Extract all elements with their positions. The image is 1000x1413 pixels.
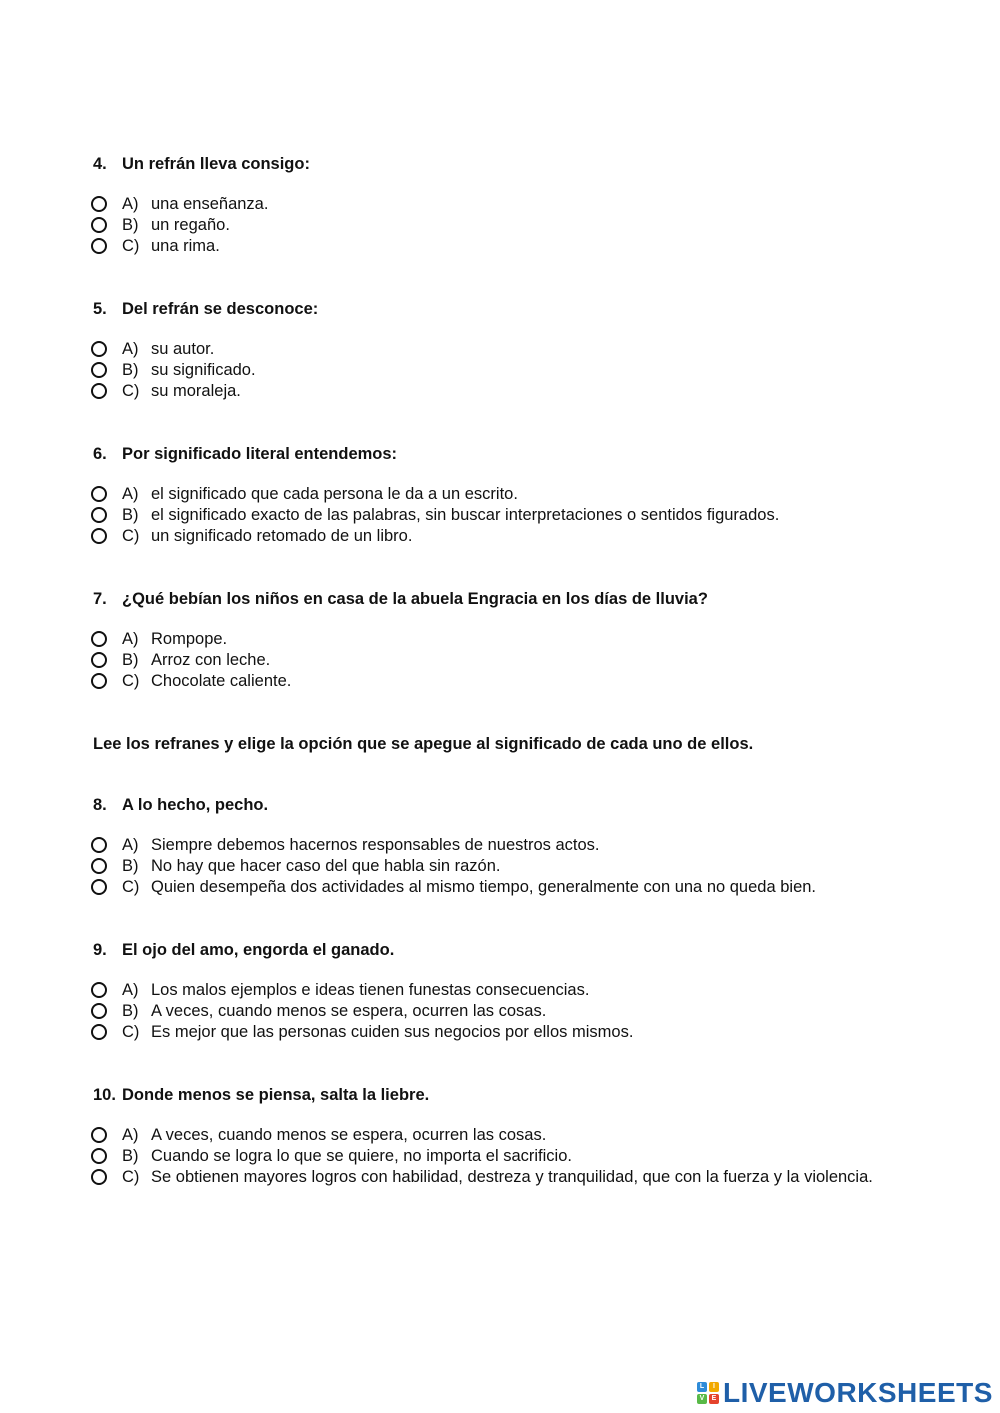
radio-button[interactable]: [91, 858, 107, 874]
question-title: 9. El ojo del amo, engorda el ganado.: [93, 941, 395, 959]
option-c[interactable]: C) su moraleja.: [93, 381, 913, 402]
radio-button[interactable]: [91, 652, 107, 668]
option-a[interactable]: A) Los malos ejemplos e ideas tienen funestas consecuencias.: [93, 980, 913, 1001]
option-b[interactable]: B) su significado.: [93, 360, 913, 381]
radio-button[interactable]: [91, 1148, 107, 1164]
radio-button[interactable]: [91, 673, 107, 689]
radio-button[interactable]: [91, 507, 107, 523]
logo-square-yellow: I: [709, 1382, 719, 1392]
question-7: [93, 589, 913, 692]
option-c[interactable]: C) Se obtienen mayores logros con habilidad, destreza y tranquilidad, que con la fuerza y la violencia.: [93, 1167, 913, 1188]
option-a[interactable]: A) una enseñanza.: [93, 194, 913, 215]
radio-button[interactable]: [91, 879, 107, 895]
radio-button[interactable]: [91, 837, 107, 853]
option-b[interactable]: B) un regaño.: [93, 215, 913, 236]
radio-button[interactable]: [91, 1169, 107, 1185]
option-c[interactable]: C) Quien desempeña dos actividades al mismo tiempo, generalmente con una no queda bien.: [93, 877, 913, 898]
option-b[interactable]: B) No hay que hacer caso del que habla sin razón.: [93, 856, 913, 877]
option-c[interactable]: C) una rima.: [93, 236, 913, 257]
question-9: [93, 940, 913, 1043]
question-title: 4. Un refrán lleva consigo:: [93, 155, 310, 173]
option-a[interactable]: A) su autor.: [93, 339, 913, 360]
radio-button[interactable]: [91, 1024, 107, 1040]
liveworksheets-logo: [697, 1376, 993, 1410]
radio-button[interactable]: [91, 1003, 107, 1019]
question-title: 8. A lo hecho, pecho.: [93, 796, 269, 814]
option-b[interactable]: B) el significado exacto de las palabras, sin buscar interpretaciones o sentidos figurados.: [93, 505, 913, 526]
option-a[interactable]: A) el significado que cada persona le da a un escrito.: [93, 484, 913, 505]
option-c[interactable]: C) Es mejor que las personas cuiden sus negocios por ellos mismos.: [93, 1022, 913, 1043]
radio-button[interactable]: [91, 341, 107, 357]
option-a[interactable]: A) Siempre debemos hacernos responsables de nuestros actos.: [93, 835, 913, 856]
question-title: 7. ¿Qué bebían los niños en casa de la abuela Engracia en los días de lluvia?: [93, 590, 708, 608]
question-title: 6. Por significado literal entendemos:: [93, 445, 398, 463]
question-title: 10. Donde menos se piensa, salta la liebre.: [93, 1086, 430, 1104]
question-10: [93, 1085, 913, 1188]
radio-button[interactable]: [91, 362, 107, 378]
radio-button[interactable]: [91, 196, 107, 212]
option-a[interactable]: A) A veces, cuando menos se espera, ocurren las cosas.: [93, 1125, 913, 1146]
option-b[interactable]: B) A veces, cuando menos se espera, ocurren las cosas.: [93, 1001, 913, 1022]
logo-text: LIVEWORKSHEETS: [723, 1377, 993, 1408]
radio-button[interactable]: [91, 383, 107, 399]
option-c[interactable]: C) Chocolate caliente.: [93, 671, 913, 692]
question-title: 5. Del refrán se desconoce:: [93, 300, 319, 318]
logo-square-green: V: [697, 1394, 707, 1404]
radio-button[interactable]: [91, 238, 107, 254]
radio-button[interactable]: [91, 982, 107, 998]
instruction-text: Lee los refranes y elige la opción que se apegue al significado de cada uno de ellos.: [93, 735, 754, 753]
question-4: [93, 154, 913, 257]
option-a[interactable]: A) Rompope.: [93, 629, 913, 650]
question-6: [93, 444, 913, 547]
option-b[interactable]: B) Cuando se logra lo que se quiere, no importa el sacrificio.: [93, 1146, 913, 1167]
question-8: [93, 795, 913, 898]
logo-square-blue: L: [697, 1382, 707, 1392]
option-b[interactable]: B) Arroz con leche.: [93, 650, 913, 671]
option-c[interactable]: C) un significado retomado de un libro.: [93, 526, 913, 547]
radio-button[interactable]: [91, 631, 107, 647]
radio-button[interactable]: [91, 528, 107, 544]
liveworksheets-icon: [697, 1382, 719, 1404]
radio-button[interactable]: [91, 486, 107, 502]
radio-button[interactable]: [91, 217, 107, 233]
question-5: [93, 299, 913, 402]
logo-square-red: E: [709, 1394, 719, 1404]
radio-button[interactable]: [91, 1127, 107, 1143]
